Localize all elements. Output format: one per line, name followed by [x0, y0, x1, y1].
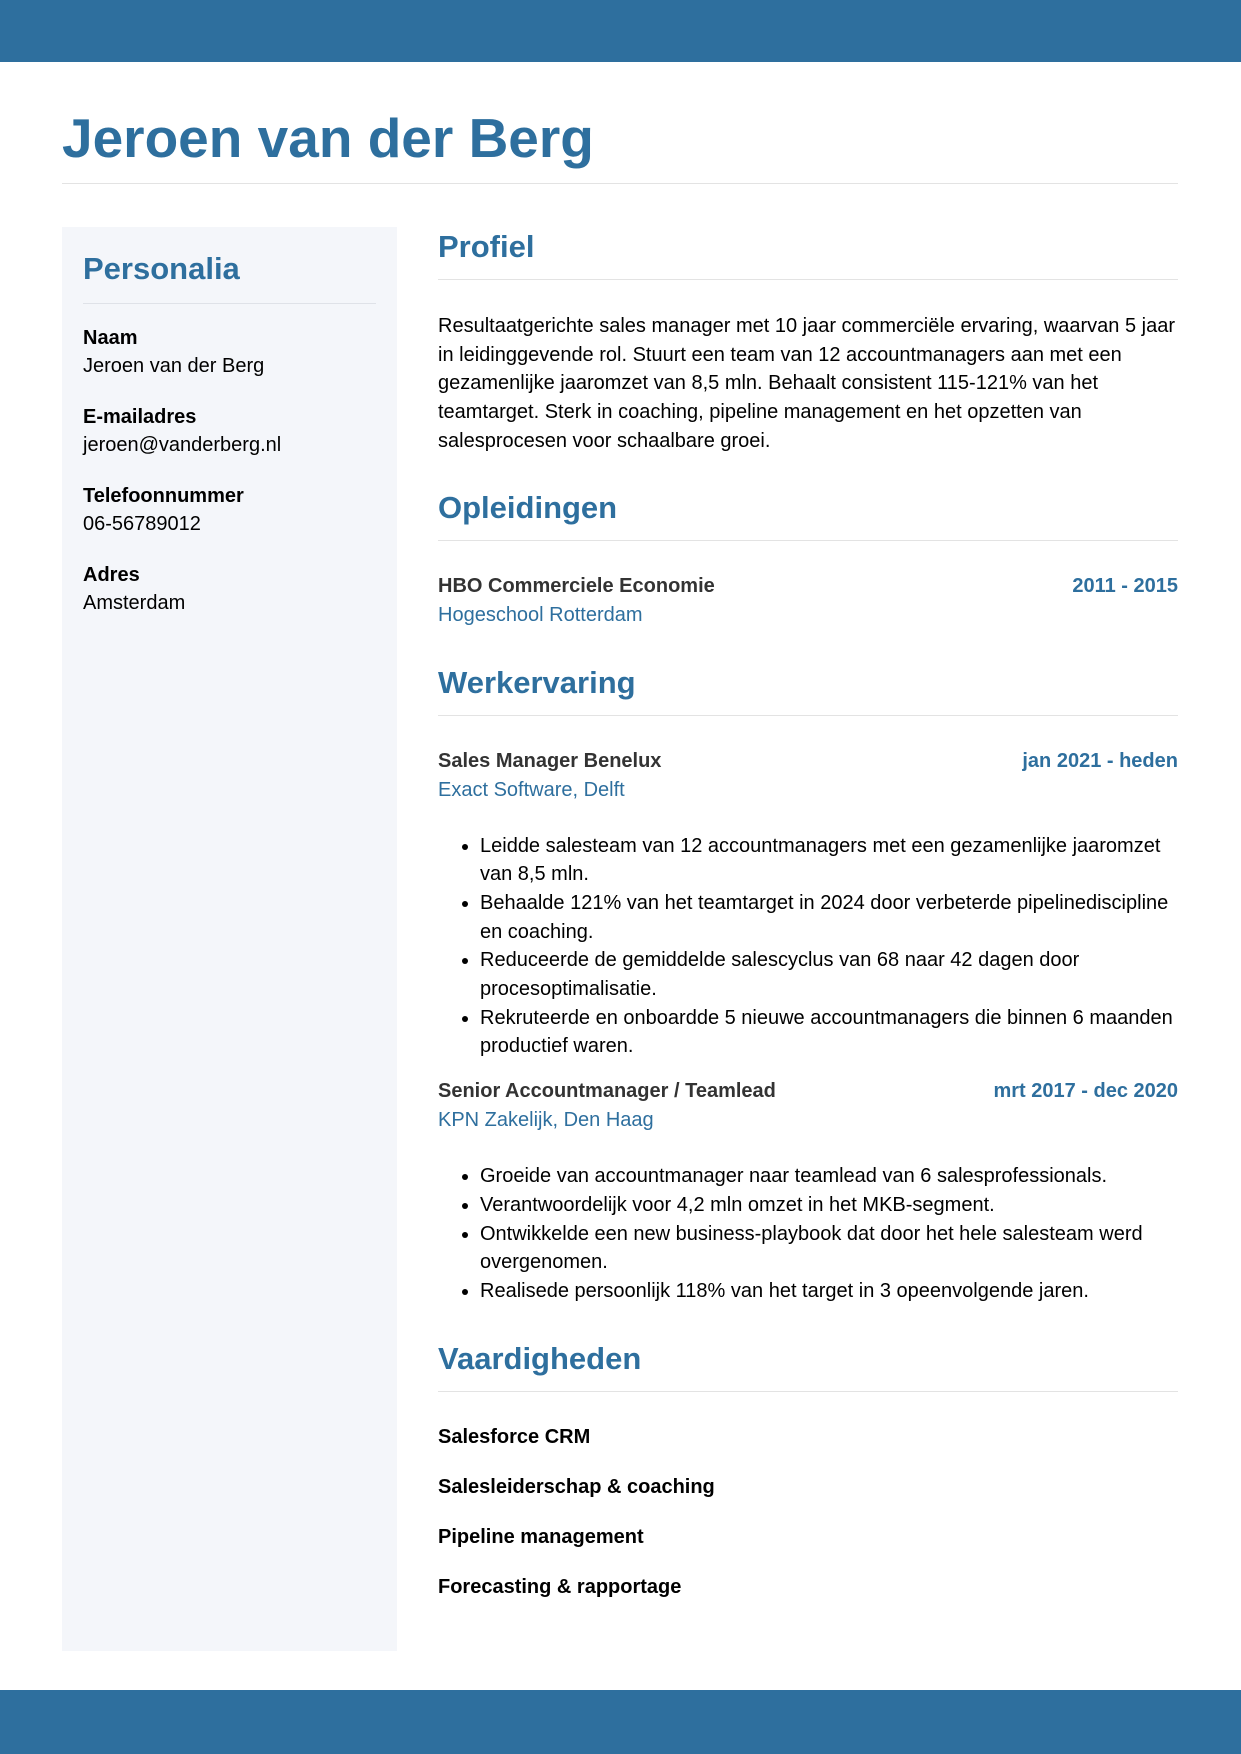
field-label: Naam [83, 327, 138, 349]
entry-date: mrt 2017 - dec 2020 [993, 1080, 1178, 1103]
section-divider [438, 715, 1178, 716]
header-band [0, 0, 1241, 62]
profiel-text: Resultaatgerichte sales manager met 10 jaar commerciële ervaring, waarvan 5 jaar in leidinggevende rol. Stuurt een team van 12 accountmanagers aan met een gezamenlijke jaaromzet van 8,5 mln. Behaalt consistent 115-121% van het teamtarget. Sterk in coaching, pipeline management en het opzetten van salesprocesen voor schaalbare groei. [438, 315, 1176, 452]
field-value: jeroen@vanderberg.nl [83, 434, 282, 456]
bullet-item: • Ontwikkelde een new business-playbook dat door het hele salesteam werd overgenomen. [480, 1220, 1178, 1277]
bullet-item: • Realisede persoonlijk 118% van het target in 3 opeenvolgende jaren. [480, 1277, 1178, 1306]
opleidingen-title: Opleidingen [438, 489, 618, 525]
skill-item: Pipeline management [438, 1525, 644, 1548]
entry-org: KPN Zakelijk, Den Haag [438, 1109, 654, 1132]
section-divider [438, 1391, 1178, 1392]
name-divider [62, 183, 1178, 184]
job-bullets [438, 832, 1178, 1062]
entry-title: Sales Manager Benelux [438, 749, 662, 772]
field-value: 06-56789012 [83, 513, 201, 535]
werkervaring-section [438, 661, 1178, 1306]
field-email [83, 403, 376, 459]
personalia-sidebar [62, 227, 397, 1651]
field-value: Amsterdam [83, 592, 186, 614]
entry-header [438, 572, 1178, 601]
job-entry [438, 1077, 1178, 1306]
candidate-name: Jeroen van der Berg [62, 107, 594, 169]
profiel-title: Profiel [438, 229, 535, 264]
field-telefoon [83, 482, 376, 538]
entry-header [438, 1077, 1178, 1106]
entry-title: Senior Accountmanager / Teamlead [438, 1080, 776, 1103]
field-value: Jeroen van der Berg [83, 355, 265, 377]
entry-date: 2011 - 2015 [1072, 574, 1178, 597]
entry-org: Exact Software, Delft [438, 778, 625, 801]
personalia-divider [83, 303, 376, 304]
werkervaring-title: Werkervaring [438, 664, 636, 700]
job-bullets [438, 1162, 1178, 1306]
bullet-item: • Leidde salesteam van 12 accountmanagers met een gezamenlijke jaaromzet van 8,5 mln. [480, 832, 1178, 889]
skill-item: Salesforce CRM [438, 1425, 591, 1448]
education-entry [438, 572, 1178, 630]
personalia-title: Personalia [83, 251, 240, 286]
field-adres [83, 561, 376, 617]
entry-title: HBO Commerciele Economie [438, 574, 715, 597]
skill-item: Forecasting & rapportage [438, 1575, 682, 1598]
field-label: E-mailadres [83, 406, 197, 428]
bullet-item: • Rekruteerde en onboardde 5 nieuwe accountmanagers die binnen 6 maanden productief waren. [480, 1004, 1178, 1061]
entry-date: jan 2021 - heden [1022, 749, 1178, 772]
opleidingen-section [438, 486, 1178, 630]
skills-list [438, 1423, 1178, 1601]
field-label: Telefoonnummer [83, 485, 244, 507]
bullet-item: • Behaalde 121% van het teamtarget in 2024 door verbeterde pipelinediscipline en coaching. [480, 889, 1178, 946]
field-label: Adres [83, 564, 140, 586]
vaardigheden-section [438, 1337, 1178, 1601]
vaardigheden-title: Vaardigheden [438, 1340, 642, 1376]
entry-org: Hogeschool Rotterdam [438, 603, 643, 626]
bullet-item: • Groeide van accountmanager naar teamlead van 6 salesprofessionals. [480, 1162, 1178, 1191]
skill-item: Salesleiderschap & coaching [438, 1475, 715, 1498]
section-divider [438, 540, 1178, 541]
main-column [438, 225, 1178, 1623]
job-entry [438, 747, 1178, 1062]
profiel-section [438, 225, 1178, 456]
footer-band [0, 1690, 1241, 1754]
entry-header [438, 747, 1178, 776]
section-divider [438, 279, 1178, 280]
bullet-item: • Verantwoordelijk voor 4,2 mln omzet in het MKB-segment. [480, 1191, 1178, 1220]
bullet-item: • Reduceerde de gemiddelde salescyclus van 68 naar 42 dagen door procesoptimalisatie. [480, 946, 1178, 1003]
field-naam [83, 324, 376, 380]
